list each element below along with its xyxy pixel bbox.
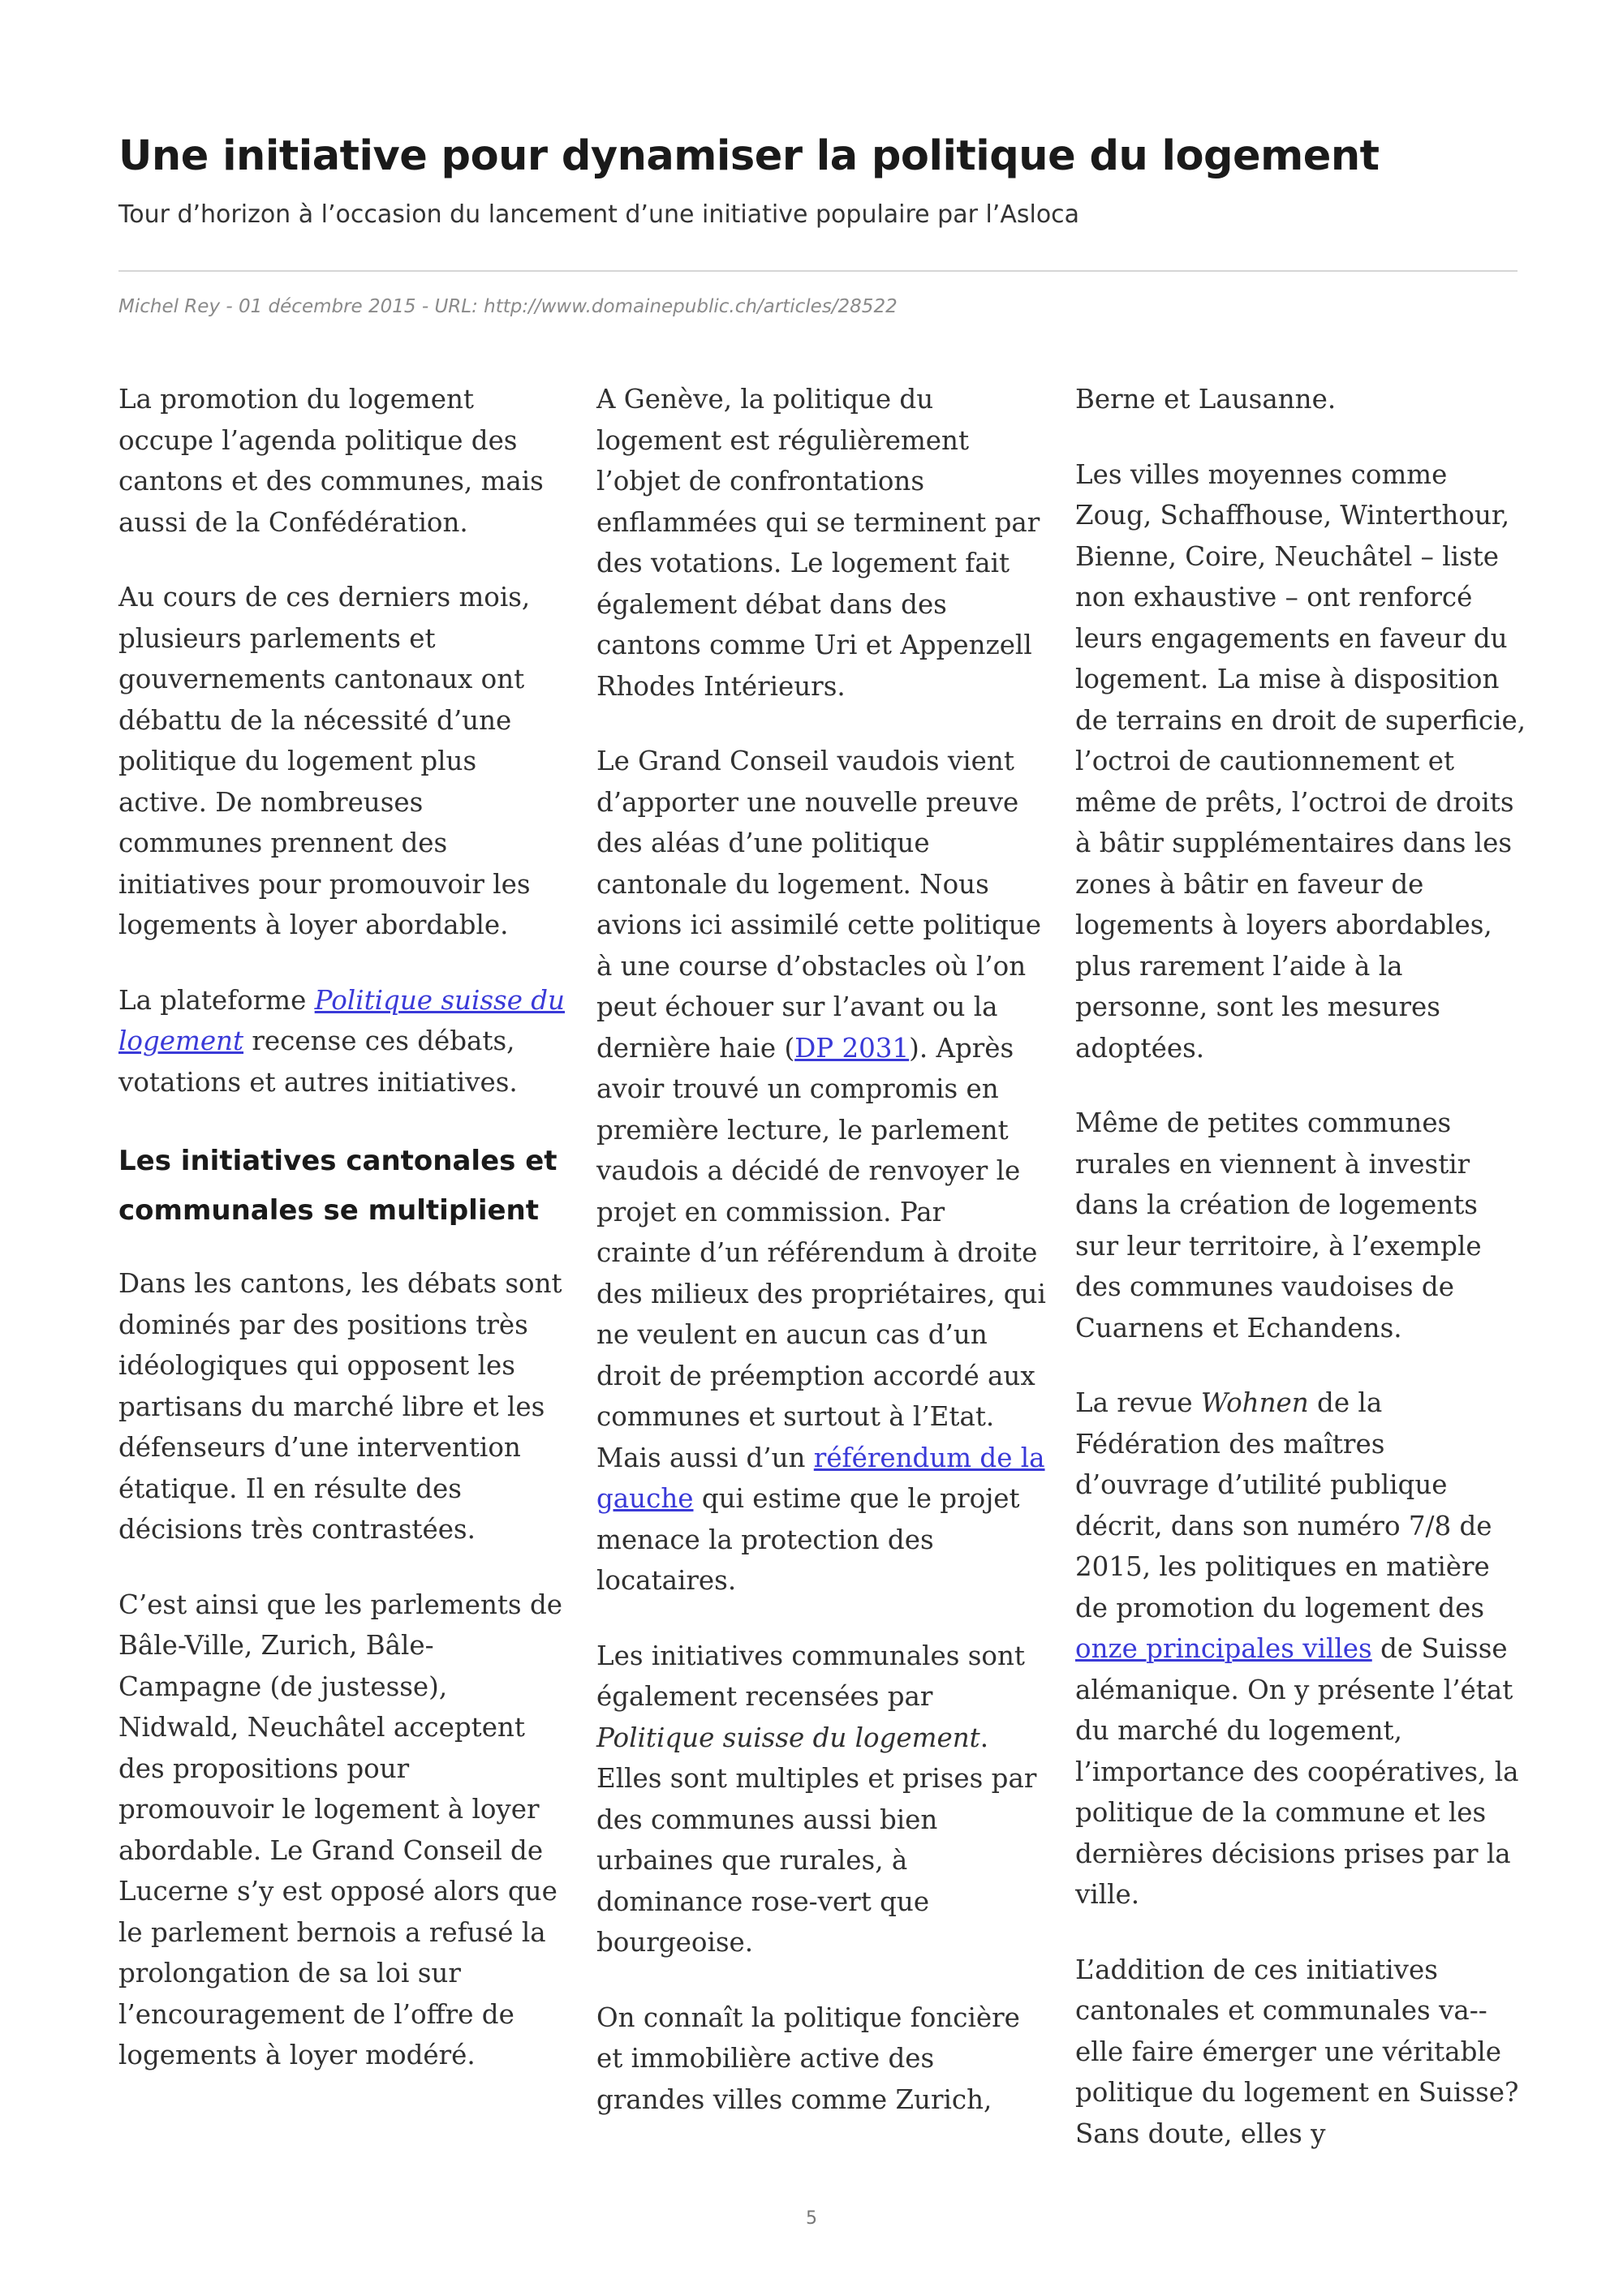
paragraph: Les villes moyennes comme Zoug, Schaffhouse, Winterthour, Bienne, Coire, Neuchâtel – liste non exhaustive – ont renforcé leurs engagements en faveur du logement. La mise à disposition de terrains en droit de superficie, l’octroi de cautionnement et même de prêts, l’octroi de droits à bâtir supplémentaires dans les zones à bâtir en faveur de logements à loyers abordables, plus rarement l’aide à la personne, sont les mesures adoptées. bbox=[1075, 458, 1526, 1064]
article-title: Une initiative pour dynamiser la politique du logement bbox=[118, 132, 1380, 180]
column-3 bbox=[1075, 379, 1526, 2188]
paragraph-text: recense ces débats, votations et autres initiatives. bbox=[118, 1025, 518, 1098]
paragraph bbox=[596, 741, 1048, 1602]
paragraph: La promotion du logement occupe l’agenda politique des cantons et des communes, mais aussi de la Confédération. bbox=[118, 384, 544, 538]
paragraph-text: ). Après avoir trouvé un compromis en première lecture, le parlement vaudois a décidé de renvoyer le projet en commission. Par crainte d’un référendum à droite des milieux des propriétaires, qui ne veulent en aucun cas d’un droit de préemption accordé aux communes et surtout à l’Etat. Mais aussi d’un bbox=[596, 1032, 1046, 1473]
article-subtitle: Tour d’horizon à l’occasion du lancement d’une initiative populaire par l’Asloca bbox=[118, 200, 1080, 229]
page-number: 5 bbox=[806, 2208, 817, 2229]
link-onze-principales-villes[interactable]: onze principales villes bbox=[1075, 1633, 1372, 1664]
link-referendum-de-la-gauche[interactable]: référendum de la gauche bbox=[596, 1442, 1045, 1514]
paragraph: Berne et Lausanne. bbox=[1075, 384, 1337, 415]
paragraph bbox=[1075, 1382, 1526, 1915]
paragraph: Dans les cantons, les débats sont dominés par des positions très idéologiques qui opposent les partisans du marché libre et les défenseurs d’une intervention étatique. Il en résulte des décisions très contrastées. bbox=[118, 1268, 562, 1545]
column-1 bbox=[118, 379, 570, 2110]
column-2 bbox=[596, 379, 1048, 2154]
article-header bbox=[118, 126, 1518, 233]
link-dp-2031[interactable]: DP 2031 bbox=[794, 1032, 910, 1064]
paragraph-text: Les initiatives communales sont également recensées par bbox=[596, 1640, 1025, 1712]
paragraph-text: . Elles sont multiples et prises par des communes aussi bien urbaines que rurales, à dominance rose-vert que bourgeoise. bbox=[596, 1722, 1037, 1958]
link-text: Politique suisse du logement bbox=[118, 984, 565, 1056]
paragraph-text: de la Fédération des maîtres d’ouvrage d’utilité publique décrit, dans son numéro 7/8 de 2015, les politiques en matière de promotion du logement des bbox=[1075, 1387, 1492, 1623]
paragraph: Au cours de ces derniers mois, plusieurs parlements et gouvernements cantonaux ont débattu de la nécessité d’une politique du logement plus active. De nombreuses communes prennent des initiatives pour promouvoir les logements à loyer abordable. bbox=[118, 582, 531, 940]
paragraph-text: La plateforme bbox=[118, 984, 315, 1016]
paragraph-text: de Suisse alémanique. On y présente l’état du marché du logement, l’importance des coopératives, la politique de la commune et les dernières décisions prises par la ville. bbox=[1075, 1633, 1519, 1910]
paragraph: On connaît la politique foncière et immobilière active des grandes villes comme Zurich, bbox=[596, 2001, 1020, 2115]
publication-name: Politique suisse du logement bbox=[596, 1722, 980, 1753]
paragraph bbox=[596, 1636, 1048, 1963]
header-divider bbox=[118, 270, 1518, 272]
article-meta: Michel Rey - 01 décembre 2015 - URL: http://www.domainepublic.ch/articles/28522 bbox=[118, 296, 898, 317]
paragraph: A Genève, la politique du logement est régulièrement l’objet de confrontations enflammées qui se terminent par des votations. Le logement fait également débat dans des cantons comme Uri et Appenzell Rhodes Intérieurs. bbox=[596, 384, 1040, 702]
paragraph: Même de petites communes rurales en viennent à investir dans la création de logements sur leur territoire, à l’exemple des communes vaudoises de Cuarnens et Echandens. bbox=[1075, 1107, 1482, 1344]
paragraph: C’est ainsi que les parlements de Bâle-Ville, Zurich, Bâle-Campagne (de justesse), Nidwald, Neuchâtel acceptent des propositions pour promouvoir le logement à loyer abordable. Le Grand Conseil de Lucerne s’y est opposé alors que le parlement bernois a refusé la prolongation de sa loi sur l’encouragement de l’offre de logements à loyer modéré. bbox=[118, 1589, 562, 2070]
paragraph bbox=[118, 980, 570, 1103]
paragraph-text: qui estime que le projet menace la protection des locataires. bbox=[596, 1483, 1020, 1596]
paragraph-text: La revue bbox=[1075, 1387, 1201, 1418]
publication-name: Wohnen bbox=[1200, 1387, 1309, 1418]
section-heading: Les initiatives cantonales et communales se multiplient bbox=[118, 1145, 558, 1227]
paragraph: L’addition de ces initiatives cantonales et communales va--elle faire émerger une véritable politique du logement en Suisse? Sans doute, elles y bbox=[1075, 1954, 1519, 2149]
paragraph-text: Le Grand Conseil vaudois vient d’apporter une nouvelle preuve des aléas d’une politique cantonale du logement. Nous avions ici assimilé cette politique à une course d’obstacles où l’on peut échouer sur l’avant ou la dernière haie ( bbox=[596, 746, 1041, 1064]
